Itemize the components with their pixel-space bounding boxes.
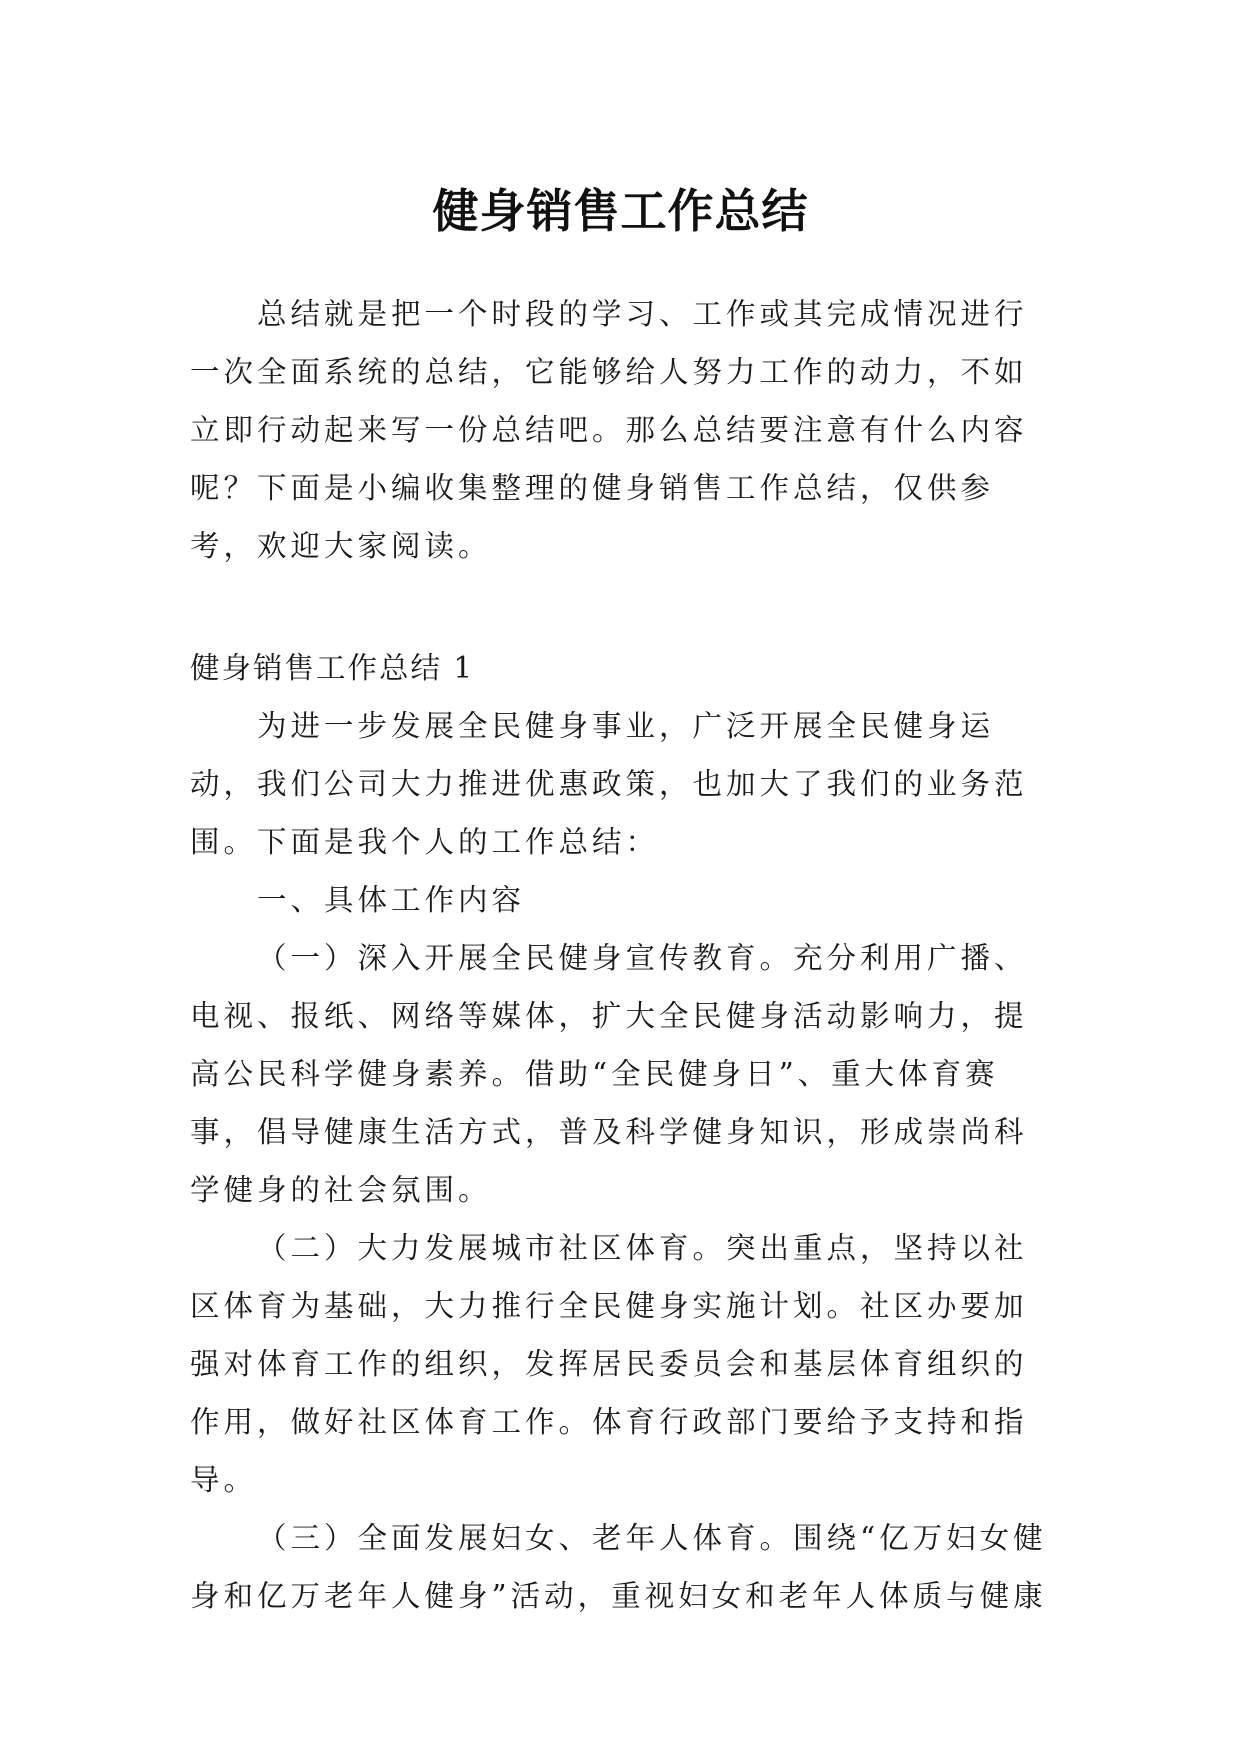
paragraph-item-1: （一）深入开展全民健身宣传教育。充分利用广播、电视、报纸、网络等媒体，扩大全民健身活动影响力，提高公民科学健身素养。借助“全民健身日”、重大体育赛事，倡导健康生活方式，普及科学健身知识，形成崇尚科学健身的社会氛围。 xyxy=(190,941,1028,1207)
main-content xyxy=(190,639,1056,1625)
document-title: 健身销售工作总结 xyxy=(432,183,809,238)
paragraph-intro-statement: 为进一步发展全民健身事业，广泛开展全民健身运动，我们公司大力推进优惠政策，也加大了我们的业务范围。下面是我个人的工作总结： xyxy=(190,709,1028,859)
subheading-work-content: 一、具体工作内容 xyxy=(257,883,526,917)
paragraph-item-3: （三）全面发展妇女、老年人体育。围绕“亿万妇女健身和亿万老年人健身”活动，重视妇女和老年人体质与健康 xyxy=(190,1521,1047,1613)
intro-block xyxy=(190,285,1056,575)
paragraph-item-2: （二）大力发展城市社区体育。突出重点，坚持以社区体育为基础，大力推行全民健身实施计划。社区办要加强对体育工作的组织，发挥居民委员会和基层体育组织的作用，做好社区体育工作。体育行政部门要给予支持和指导。 xyxy=(190,1231,1028,1497)
intro-paragraph: 总结就是把一个时段的学习、工作或其完成情况进行一次全面系统的总结，它能够给人努力工作的动力，不如立即行动起来写一份总结吧。那么总结要注意有什么内容呢？下面是小编收集整理的健身销售工作总结，仅供参考，欢迎大家阅读。 xyxy=(190,297,1028,563)
section-heading: 健身销售工作总结 1 xyxy=(190,651,475,685)
